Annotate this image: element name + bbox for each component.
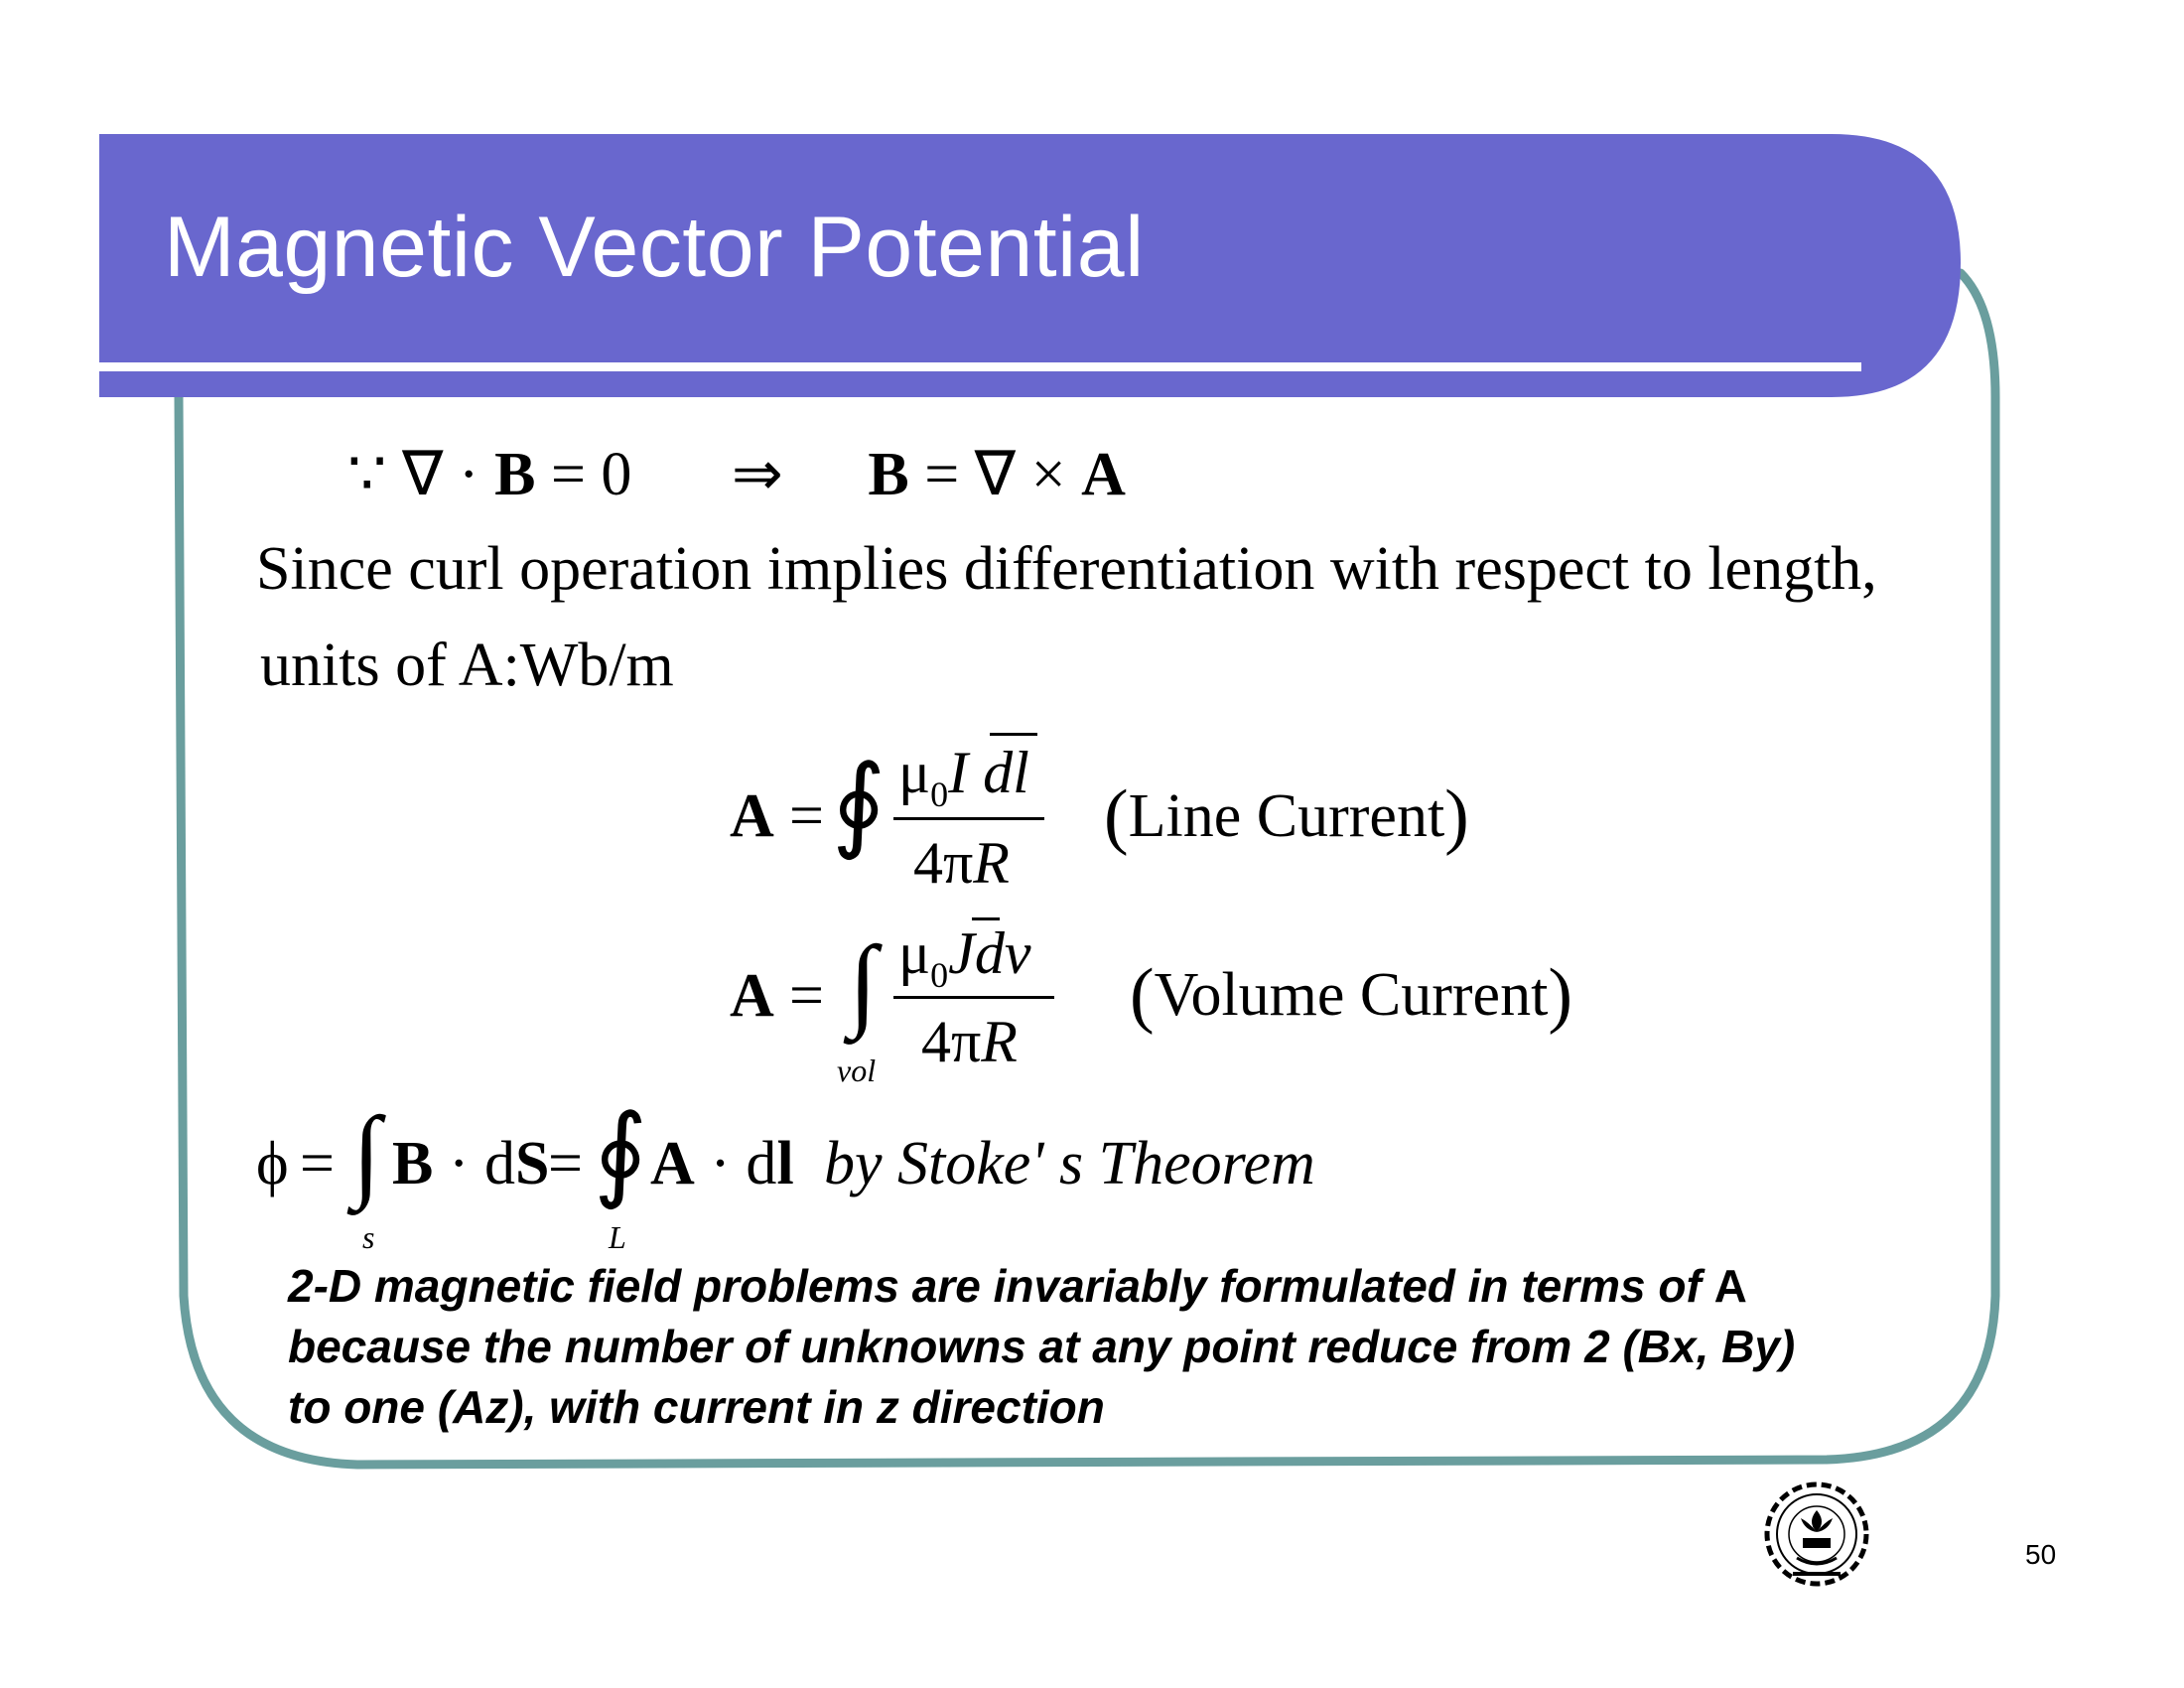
r-symbol: R [973,830,1010,896]
b-dot-ds: B · dS [392,1130,550,1197]
units-line: units of A:Wb/m [260,632,674,699]
contour-integral-symbol: ∮ [832,747,887,861]
equals-zero: = 0 [535,441,632,508]
b-symbol: B [494,441,536,508]
a-symbol-rhs: A [1081,441,1126,508]
four-pi: 4π [921,1009,982,1074]
page-number: 50 [2025,1539,2057,1570]
institute-seal-icon [1757,1475,1876,1594]
denominator [913,829,1010,898]
a-symbol: A [730,962,774,1030]
stokes-theorem-label: by Stoke' s Theorem [824,1130,1315,1197]
mu-subscript: 0 [930,774,949,814]
volume-current-label: (Volume Current) [1130,954,1572,1036]
implies-arrow: ⇒ [731,441,783,508]
r-symbol: R [981,1009,1018,1074]
slide-title: Magnetic Vector Potential [164,200,1145,295]
dv-term: dv [974,920,1031,986]
equals-sign: = [789,782,824,850]
curl-explanation: Since curl operation implies differentiation with respect to length, [256,535,1877,603]
mu-subscript: 0 [930,955,949,995]
formulation-note: 2-D magnetic field problems are invariably formulated in terms of A because the number of unknowns at any point reduce from 2 (Bx, By) to one (Az), with current in z direction [288,1260,1796,1433]
equals-sign-2: = [548,1130,583,1197]
a-symbol: A [730,782,774,850]
curl-operator: = ∇ × [908,441,1082,508]
integral-limit-l: L [609,1219,626,1255]
numerator [898,739,1029,815]
phi-symbol: ϕ [256,1130,289,1197]
current-term: I dl [948,740,1029,805]
a-symbol: A [1713,1260,1747,1312]
overline-j [972,917,1000,920]
overline-dl [990,733,1037,736]
fraction-bar [893,817,1044,820]
equals-sign-1: = [300,1130,335,1197]
divergence-equation [347,437,1126,510]
equals-sign: = [789,962,824,1030]
j-symbol: J [948,920,975,986]
contour-integral-symbol: ∮ [594,1096,648,1210]
line-current-label: (Line Current) [1104,775,1469,857]
four-pi: 4π [913,830,974,896]
integral-limit-vol: vol [837,1053,877,1088]
fraction-bar [893,996,1054,999]
integral-symbol: ∫ [849,925,878,1040]
numerator [898,919,1030,996]
surface-integral-symbol: ∫ [352,1096,381,1210]
integral-limit-s: s [362,1219,375,1255]
div-operator: ∇ · [401,441,495,508]
b-symbol-rhs: B [868,441,909,508]
mu-symbol: μ [898,920,931,986]
mu-symbol: μ [898,740,931,805]
header-rule [99,362,1861,371]
denominator [921,1008,1018,1076]
because-symbol: ∵ [347,441,387,508]
a-dot-dl: A · dl [650,1130,794,1197]
